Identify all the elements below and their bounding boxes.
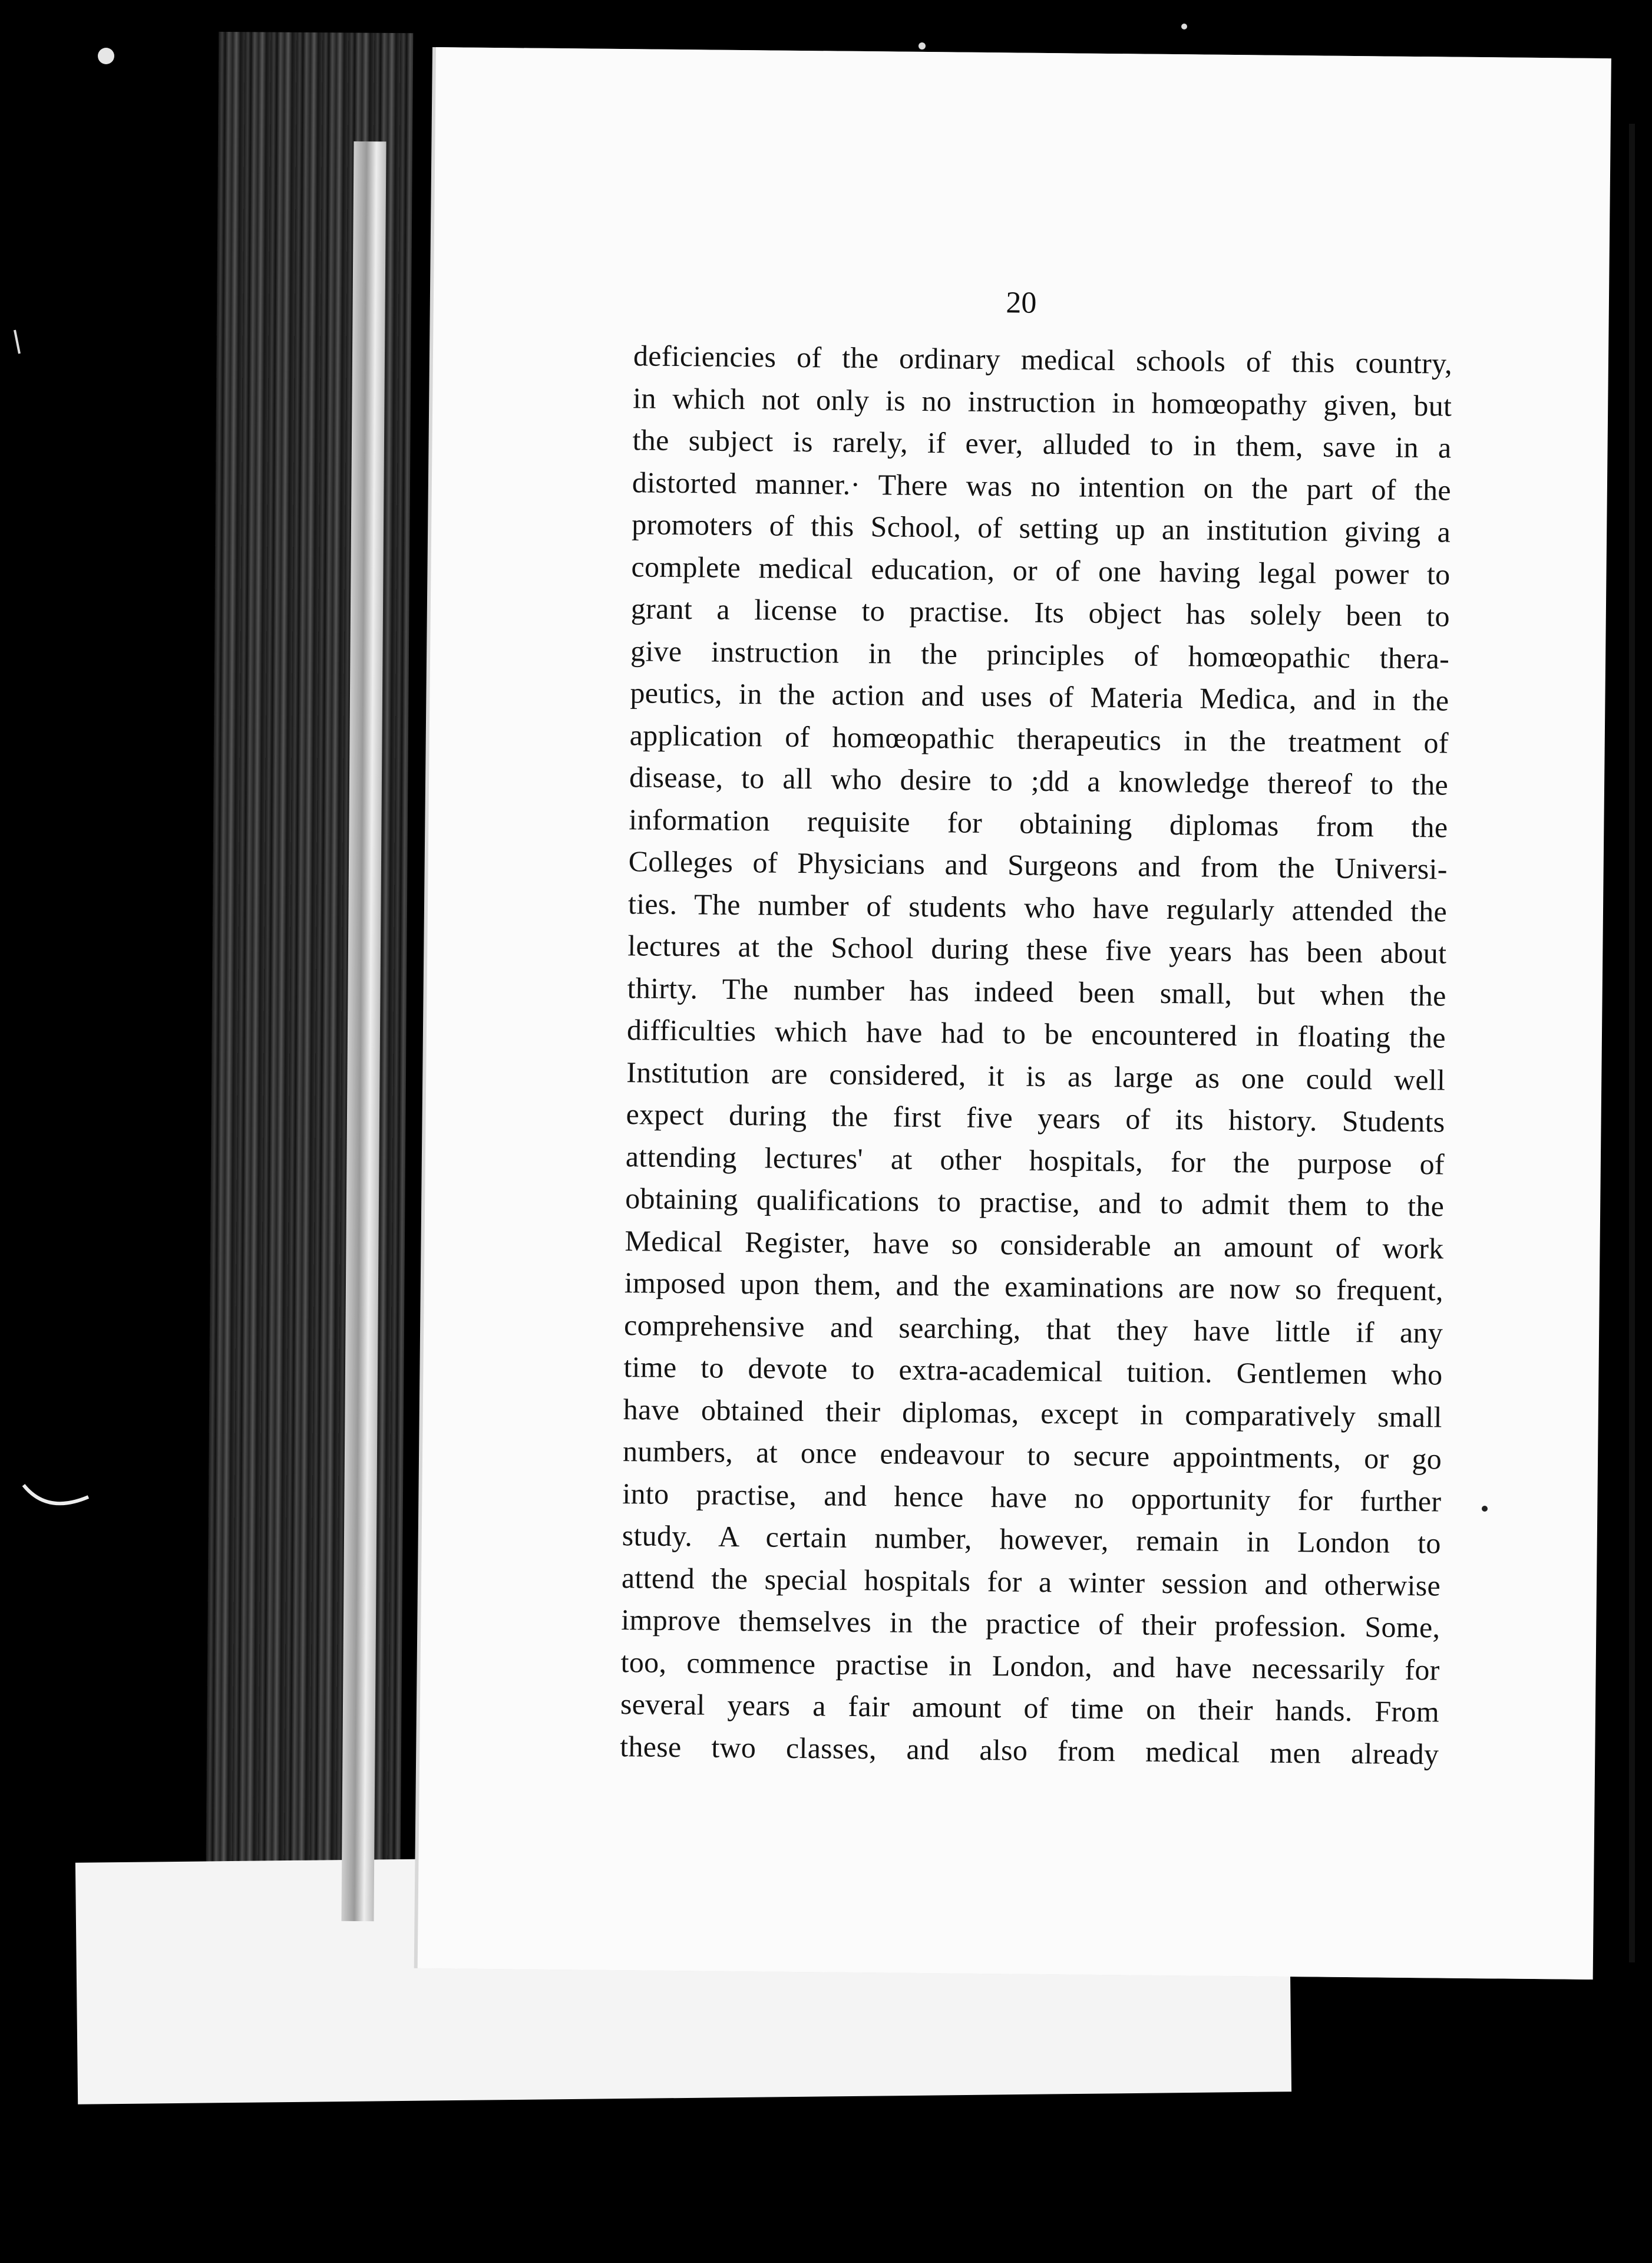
page-edge-rule [1629, 124, 1635, 1962]
text-line: in which not only is no instruction in homœopathy given, but [633, 381, 1452, 423]
body-text [620, 335, 1452, 1775]
text-line: application of homœopathic therapeutics in the treatment of [629, 718, 1449, 760]
text-line: improve themselves in the practice of their profession. Some, [621, 1603, 1440, 1644]
text-line: give instruction in the principles of homœopathic thera- [630, 634, 1450, 675]
text-line: several years a fair amount of time on their hands. From [620, 1687, 1440, 1728]
text-line: grant a license to practise. Its object has solely been to [630, 592, 1451, 633]
text-line: difficulties which have had to be encountered in floating the [626, 1013, 1446, 1054]
text-line: attending lectures' at other hospitals, for the purpose of [625, 1139, 1445, 1181]
text-line: promoters of this School, of setting up an institution giving a [631, 507, 1451, 549]
text-line: disease, to all who desire to ;dd a knowledge thereof to the [629, 760, 1449, 801]
text-line: study. A certain number, however, remain in London to [622, 1519, 1441, 1560]
text-line: comprehensive and searching, that they have little if any [623, 1308, 1443, 1350]
text-line: have obtained their diplomas, except in comparatively small [623, 1392, 1443, 1433]
text-line: these two classes, and also from medical men already [620, 1729, 1439, 1770]
text-line: obtaining qualifications to practise, and to admit them to the [625, 1182, 1445, 1223]
text-line: into practise, and hence have no opportunity for further [622, 1476, 1442, 1518]
text-line: complete medical education, or of one having legal power to [631, 549, 1451, 591]
book-page [418, 47, 1611, 1980]
text-line: expect during the first five years of its history. Students [626, 1097, 1445, 1139]
text-line: information requisite for obtaining diplomas from the [629, 802, 1448, 844]
text-line: distorted manner.· There was no intention on the part of the [632, 465, 1452, 507]
text-line: numbers, at once endeavour to secure appointments, or go [622, 1434, 1442, 1476]
text-line: thirty. The number has indeed been small, but when the [627, 971, 1446, 1012]
text-line: attend the special hospitals for a winter session and otherwise [621, 1561, 1441, 1602]
text-line: Medical Register, have so considerable an amount of work [625, 1223, 1444, 1265]
text-line: imposed upon them, and the examinations are now so frequent, [624, 1266, 1444, 1307]
text-line: Institution are considered, it is as large as one could well [626, 1055, 1446, 1097]
text-line: Colleges of Physicians and Surgeons and from the Universi- [628, 844, 1448, 886]
text-line: time to devote to extra-academical tuition. Gentlemen who [623, 1350, 1443, 1391]
page-number: 20 [1006, 286, 1037, 320]
text-line: too, commence practise in London, and have necessarily for [620, 1645, 1440, 1686]
text-line: the subject is rarely, if ever, alluded to in them, save in a [632, 423, 1452, 464]
text-line: deficiencies of the ordinary medical schools of this country, [633, 339, 1453, 380]
text-line: lectures at the School during these five years has been about [627, 929, 1447, 970]
text-line: ties. The number of students who have regularly attended the [627, 886, 1448, 928]
text-line: peutics, in the action and uses of Materia Medica, and in the [630, 676, 1449, 717]
